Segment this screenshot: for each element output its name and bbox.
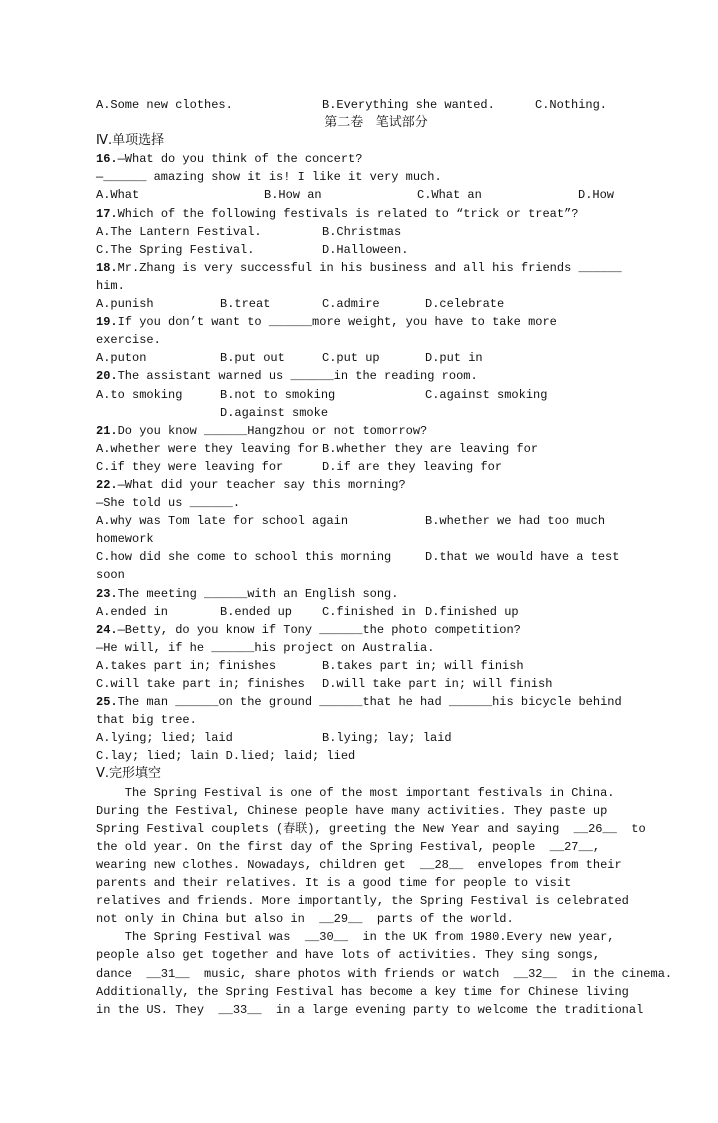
option-a: A.to smoking: [96, 387, 183, 402]
option-b: B.takes part in; will finish: [322, 658, 524, 673]
question-24-stem2: —He will, if he ______his project on Australia.: [96, 640, 435, 655]
question-25-options-2: C.lay; lied; lain D.lied; laid; lied: [96, 749, 356, 764]
question-20-options-2: [96, 404, 656, 422]
question-20: [96, 367, 656, 385]
option-a: A.Some new clothes.: [96, 98, 233, 112]
question-stem: The assistant warned us ______in the reading room.: [117, 369, 478, 384]
question-stem: The meeting ______with an English song.: [117, 586, 399, 601]
question-19-stem2: exercise.: [96, 333, 161, 348]
question-stem: If you don’t want to ______more weight, you have to take more: [117, 315, 557, 330]
passage-line: relatives and friends. More importantly, the Spring Festival is celebrated: [96, 894, 629, 909]
question-number: 18.: [96, 260, 118, 275]
question-22-option-d-cont: soon: [96, 568, 125, 583]
question-25-stem2: that big tree.: [96, 713, 197, 728]
option-c: C.What an: [417, 188, 482, 203]
question-18-options: [96, 295, 656, 313]
question-24-options-1: [96, 657, 656, 675]
option-d: D.if are they leaving for: [322, 459, 503, 474]
option-d: D.put in: [425, 351, 483, 366]
option-c: C.finished in: [322, 604, 416, 619]
top-options-row: [96, 96, 656, 114]
option-a: A.What: [96, 188, 140, 203]
question-22-options-2: [96, 548, 656, 566]
option-c: C.Nothing.: [535, 98, 608, 112]
option-a: A.punish: [96, 297, 154, 312]
part-title: 第二卷 笔试部分: [324, 115, 428, 131]
passage-line: During the Festival, Chinese people have many activities. They paste up: [96, 803, 608, 818]
question-25-options-1: [96, 729, 656, 747]
option-d: D.against smoke: [220, 405, 329, 420]
option-a: A.whether were they leaving for: [96, 441, 320, 456]
question-17-options-2: [96, 241, 656, 259]
option-b: B.lying; lay; laid: [322, 731, 452, 746]
option-b: B.How an: [264, 188, 322, 203]
question-18: [96, 259, 656, 277]
question-number: 22.: [96, 477, 118, 492]
question-number: 20.: [96, 369, 118, 384]
question-23: [96, 585, 656, 603]
question-17-options-1: [96, 223, 656, 241]
option-d: D.How: [578, 188, 615, 203]
question-stem: —What did your teacher say this morning?: [117, 477, 406, 492]
question-20-options-1: [96, 386, 656, 404]
option-d: D.celebrate: [425, 297, 505, 312]
exam-page: [96, 96, 673, 1019]
question-number: 21.: [96, 423, 118, 438]
passage-line: wearing new clothes. Nowadays, children get __28__ envelopes from their: [96, 857, 622, 872]
option-b: B.ended up: [220, 604, 293, 619]
question-22: [96, 476, 656, 494]
question-number: 17.: [96, 206, 118, 221]
question-16: [96, 150, 656, 168]
question-16-options: [96, 186, 656, 204]
question-19: [96, 313, 656, 331]
option-a: A.puton: [96, 351, 147, 366]
option-c: C.put up: [322, 351, 380, 366]
question-17: [96, 205, 656, 223]
option-b: B.whether we had too much: [425, 514, 606, 529]
option-b: B.Everything she wanted.: [322, 98, 495, 112]
question-stem: Mr.Zhang is very successful in his business and all his friends ______: [117, 260, 622, 275]
question-number: 25.: [96, 695, 118, 710]
question-21-options-2: [96, 458, 656, 476]
question-24: [96, 621, 656, 639]
question-24-options-2: [96, 675, 656, 693]
option-c: C.admire: [322, 297, 380, 312]
option-a: A.lying; lied; laid: [96, 731, 233, 746]
passage-line: not only in China but also in __29__ parts of the world.: [96, 912, 514, 927]
question-stem: —What do you think of the concert?: [117, 152, 363, 167]
question-number: 19.: [96, 315, 118, 330]
passage-line: The Spring Festival was __30__ in the UK from 1980.Every new year,: [96, 930, 615, 945]
option-c: C.if they were leaving for: [96, 459, 284, 474]
passage-line: The Spring Festival is one of the most important festivals in China.: [96, 785, 615, 800]
option-a: A.why was Tom late for school again: [96, 514, 349, 529]
section-5-title: Ⅴ.完形填空: [96, 766, 162, 782]
option-a: A.ended in: [96, 604, 169, 619]
question-18-stem2: him.: [96, 278, 125, 293]
question-23-options: [96, 603, 656, 621]
question-16-stem2: —______ amazing show it is! I like it very much.: [96, 170, 442, 185]
option-c: C.against smoking: [425, 387, 548, 402]
option-d: D.finished up: [425, 604, 519, 619]
passage-line: parents and their relatives. It is a good time for people to visit: [96, 876, 572, 891]
option-c: C.will take part in; finishes: [96, 677, 305, 691]
question-number: 23.: [96, 586, 118, 601]
option-d: D.will take part in; will finish: [322, 677, 553, 691]
passage-line: Spring Festival couplets (春联), greeting the New Year and saying __26__ to: [96, 821, 646, 836]
question-number: 24.: [96, 622, 118, 637]
question-21-options-1: [96, 440, 656, 458]
question-number: 16.: [96, 152, 118, 167]
option-d: D.that we would have a test: [425, 550, 620, 565]
question-22-stem2: —She told us ______.: [96, 496, 241, 511]
option-c: C.The Spring Festival.: [96, 242, 255, 257]
cloze-passage: [96, 784, 673, 1019]
question-25: [96, 693, 656, 711]
question-22-options-1: [96, 512, 656, 530]
option-b: B.put out: [220, 351, 285, 366]
option-b: B.Christmas: [322, 224, 402, 239]
passage-line: dance __31__ music, share photos with friends or watch __32__ in the cinema.: [96, 966, 673, 981]
passage-line: Additionally, the Spring Festival has become a key time for Chinese living: [96, 984, 629, 999]
passage-line: people also get together and have lots of activities. They sing songs,: [96, 948, 601, 963]
question-stem: Which of the following festivals is related to “trick or treat”?: [117, 206, 579, 221]
option-a: A.takes part in; finishes: [96, 658, 277, 673]
question-stem: The man ______on the ground ______that he had ______his bicycle behind: [117, 695, 622, 710]
question-21: [96, 422, 656, 440]
option-c: C.how did she come to school this morning: [96, 550, 392, 565]
option-b: B.treat: [220, 297, 271, 312]
section-4-title: Ⅳ.单项选择: [96, 133, 165, 149]
option-a: A.The Lantern Festival.: [96, 224, 262, 239]
passage-line: the old year. On the first day of the Spring Festival, people __27__,: [96, 839, 601, 854]
option-b: B.whether they are leaving for: [322, 441, 539, 456]
question-stem: Do you know ______Hangzhou or not tomorrow?: [117, 423, 428, 438]
question-stem: —Betty, do you know if Tony ______the photo competition?: [117, 622, 521, 637]
question-22-option-b-cont: homework: [96, 532, 154, 547]
option-b: B.not to smoking: [220, 387, 336, 402]
question-19-options: [96, 349, 656, 367]
option-d: D.Halloween.: [322, 242, 409, 257]
passage-line: in the US. They __33__ in a large evening party to welcome the traditional: [96, 1002, 644, 1017]
